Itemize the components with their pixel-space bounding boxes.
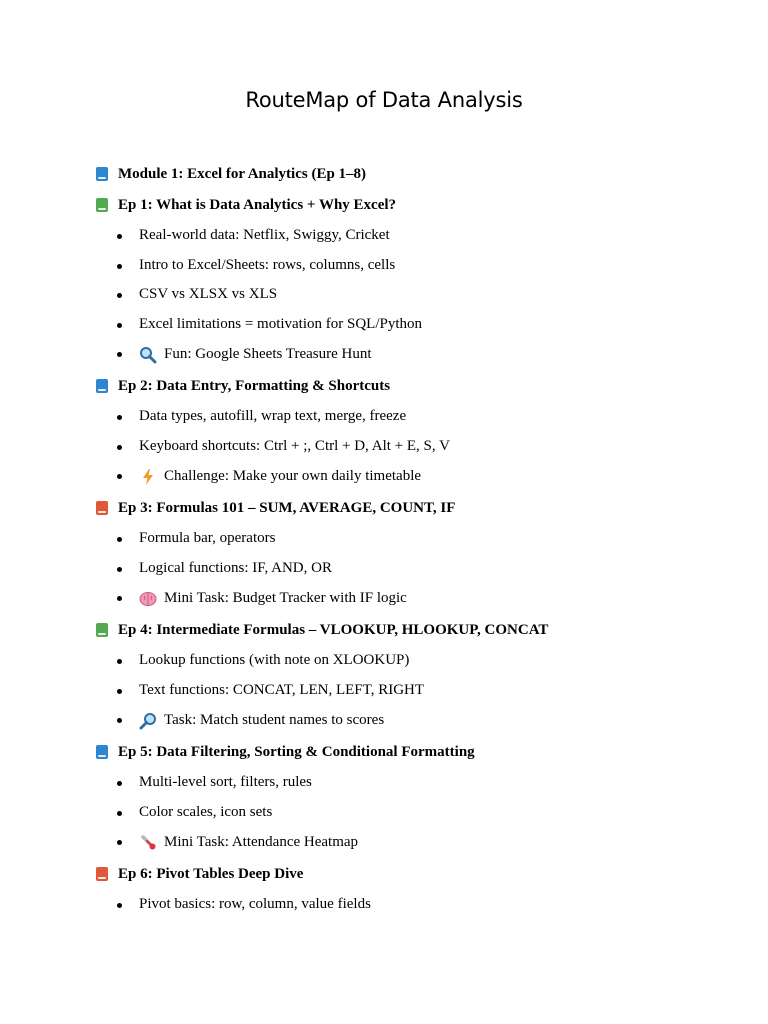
episode-item-list [96, 528, 716, 610]
red-book-icon [96, 501, 108, 515]
list-item: Challenge: Make your own daily timetable [96, 465, 716, 488]
list-item: Data types, autofill, wrap text, merge, freeze [96, 406, 716, 427]
list-item: Excel limitations = motivation for SQL/Python [96, 314, 716, 335]
list-item: Lookup functions (with note on XLOOKUP) [96, 650, 716, 671]
green-book-icon [96, 623, 108, 637]
lightning-icon [139, 468, 157, 486]
thermometer-icon [139, 834, 157, 852]
episode-item-list [96, 225, 716, 366]
list-item: Logical functions: IF, AND, OR [96, 558, 716, 579]
blue-book-icon [96, 167, 108, 181]
heading-text: Ep 5: Data Filtering, Sorting & Conditional Formatting [118, 743, 475, 760]
list-item: Pivot basics: row, column, value fields [96, 894, 716, 915]
list-item: Keyboard shortcuts: Ctrl + ;, Ctrl + D, Alt + E, S, V [96, 436, 716, 457]
list-item: Mini Task: Attendance Heatmap [96, 831, 716, 854]
magnifying-glass-icon [139, 346, 157, 364]
heading-text: Ep 4: Intermediate Formulas – VLOOKUP, HLOOKUP, CONCAT [118, 621, 549, 638]
episode-item-list [96, 772, 716, 854]
episode-heading [96, 619, 716, 641]
heading-text: Ep 3: Formulas 101 – SUM, AVERAGE, COUNT, IF [118, 499, 456, 516]
brain-icon [139, 590, 157, 608]
list-item: CSV vs XLSX vs XLS [96, 284, 716, 305]
document-body [96, 163, 716, 924]
heading-text: Ep 6: Pivot Tables Deep Dive [118, 865, 304, 882]
list-item: Real-world data: Netflix, Swiggy, Cricket [96, 225, 716, 246]
list-item: Text functions: CONCAT, LEN, LEFT, RIGHT [96, 680, 716, 701]
blue-book-icon [96, 745, 108, 759]
episode-heading [96, 863, 716, 885]
heading-text: Ep 2: Data Entry, Formatting & Shortcuts [118, 377, 391, 394]
episode-heading [96, 497, 716, 519]
list-item: Multi-level sort, filters, rules [96, 772, 716, 793]
episode-item-list [96, 406, 716, 488]
list-item: Intro to Excel/Sheets: rows, columns, cells [96, 255, 716, 276]
list-item: Formula bar, operators [96, 528, 716, 549]
blue-book-icon [96, 379, 108, 393]
list-item: Mini Task: Budget Tracker with IF logic [96, 587, 716, 610]
list-item: Task: Match student names to scores [96, 709, 716, 732]
episode-item-list [96, 894, 716, 915]
green-book-icon [96, 198, 108, 212]
heading-text: Module 1: Excel for Analytics (Ep 1–8) [118, 165, 367, 182]
episode-heading [96, 375, 716, 397]
episode-heading [96, 194, 716, 216]
heading-text: Ep 1: What is Data Analytics + Why Excel? [118, 196, 397, 213]
list-item: Color scales, icon sets [96, 802, 716, 823]
episode-item-list [96, 650, 716, 732]
list-item: Fun: Google Sheets Treasure Hunt [96, 343, 716, 366]
episode-heading [96, 741, 716, 763]
red-book-icon [96, 867, 108, 881]
module-heading [96, 163, 716, 185]
page-title: RouteMap of Data Analysis [245, 88, 523, 112]
magnifying-glass-icon [139, 712, 157, 730]
